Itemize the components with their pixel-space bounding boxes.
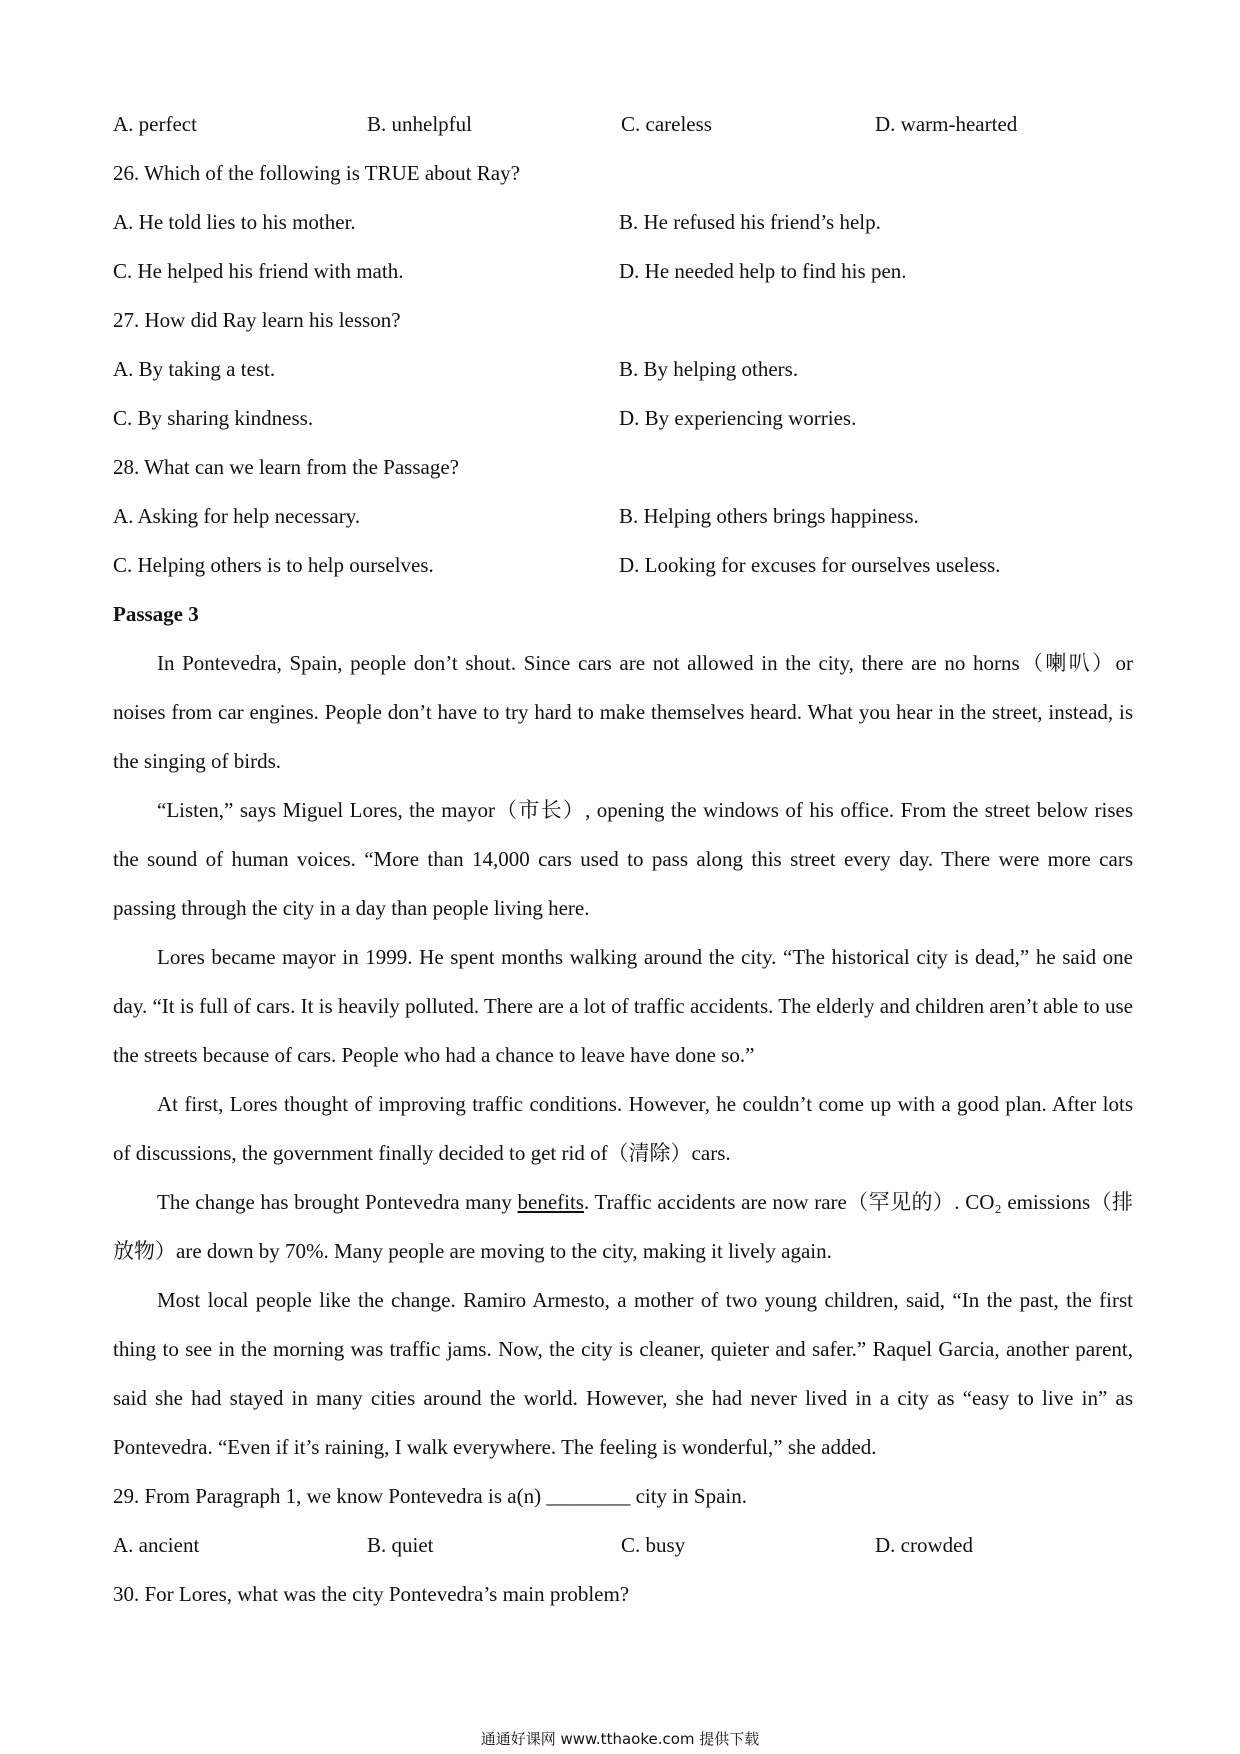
- q28-option-d: D. Looking for excuses for ourselves useless.: [619, 553, 1001, 577]
- q26-question: 26. Which of the following is TRUE about Ray?: [113, 161, 520, 185]
- q27-options-row2: [113, 394, 1133, 443]
- exam-page: [113, 100, 1133, 1619]
- q27-option-c: C. By sharing kindness.: [113, 406, 314, 430]
- q26-options-row2: [113, 247, 1133, 296]
- q28-question: 28. What can we learn from the Passage?: [113, 455, 459, 479]
- q26-option-c: C. He helped his friend with math.: [113, 259, 404, 283]
- q25-option-c: C. careless: [621, 112, 712, 136]
- q28-options-row1: [113, 492, 1133, 541]
- q27-question: 27. How did Ray learn his lesson?: [113, 308, 401, 332]
- q28-option-b: B. Helping others brings happiness.: [619, 504, 919, 528]
- q29-option-b: B. quiet: [367, 1533, 434, 1557]
- q28-option-c: C. Helping others is to help ourselves.: [113, 553, 434, 577]
- passage3-paragraph-1: In Pontevedra, Spain, people don’t shout. Since cars are not allowed in the city, there are no horns（喇叭）or noises from car engines. People don’t have to try hard to make themselves heard. What you hear in the street, instead, is the singing of birds.: [113, 651, 1133, 773]
- p5-text-after: . Traffic accidents are now rare（罕见的）. CO₂ emissions（排放物）are down by 70%. Many people are moving to the city, making it lively again.: [113, 1190, 1133, 1263]
- passage3-paragraph-6: Most local people like the change. Ramiro Armesto, a mother of two young children, said, “In the past, the first thing to see in the morning was traffic jams. Now, the city is cleaner, quieter and safer.” Raquel Garcia, another parent, said she had stayed in many cities around the world. However, she had never lived in a city as “easy to live in” as Pontevedra. “Even if it’s raining, I walk everywhere. The feeling is wonderful,” she added.: [113, 1288, 1133, 1459]
- q25-options: [113, 100, 1133, 149]
- q25-option-b: B. unhelpful: [367, 112, 472, 136]
- underlined-word-benefits: benefits: [517, 1190, 584, 1214]
- q29-options: [113, 1521, 1133, 1570]
- q29-option-c: C. busy: [621, 1533, 686, 1557]
- q29-question: 29. From Paragraph 1, we know Pontevedra is a(n) ________ city in Spain.: [113, 1484, 747, 1508]
- q26-option-b: B. He refused his friend’s help.: [619, 210, 881, 234]
- q28-option-a: A. Asking for help necessary.: [113, 504, 361, 528]
- q25-option-a: A. perfect: [113, 112, 197, 136]
- passage3-paragraph-4: At first, Lores thought of improving traffic conditions. However, he couldn’t come up with a good plan. After lots of discussions, the government finally decided to get rid of（清除）cars.: [113, 1092, 1133, 1165]
- q27-option-b: B. By helping others.: [619, 357, 799, 381]
- q27-option-d: D. By experiencing worries.: [619, 406, 857, 430]
- q28-options-row2: [113, 541, 1133, 590]
- page-footer: 通通好课网 www.tthaoke.com 提供下载: [480, 1730, 760, 1748]
- q27-option-a: A. By taking a test.: [113, 357, 276, 381]
- passage3-paragraph-2: “Listen,” says Miguel Lores, the mayor（市长）, opening the windows of his office. From the street below rises the sound of human voices. “More than 14,000 cars used to pass along this street every day. There were more cars passing through the city in a day than people living here.: [113, 798, 1133, 920]
- passage3-paragraph-3: Lores became mayor in 1999. He spent months walking around the city. “The historical city is dead,” he said one day. “It is full of cars. It is heavily polluted. There are a lot of traffic accidents. The elderly and children aren’t able to use the streets because of cars. People who had a chance to leave have done so.”: [113, 945, 1133, 1067]
- q27-options-row1: [113, 345, 1133, 394]
- q26-options-row1: [113, 198, 1133, 247]
- passage3-heading: Passage 3: [113, 602, 199, 626]
- p5-text-before: The change has brought Pontevedra many: [157, 1190, 518, 1214]
- passage3-paragraph-5: [113, 1178, 1133, 1276]
- q29-option-d: D. crowded: [875, 1533, 973, 1557]
- q25-option-d: D. warm-hearted: [875, 112, 1018, 136]
- q26-option-d: D. He needed help to find his pen.: [619, 259, 907, 283]
- q29-option-a: A. ancient: [113, 1533, 200, 1557]
- q26-option-a: A. He told lies to his mother.: [113, 210, 356, 234]
- q30-question: 30. For Lores, what was the city Pontevedra’s main problem?: [113, 1582, 630, 1606]
